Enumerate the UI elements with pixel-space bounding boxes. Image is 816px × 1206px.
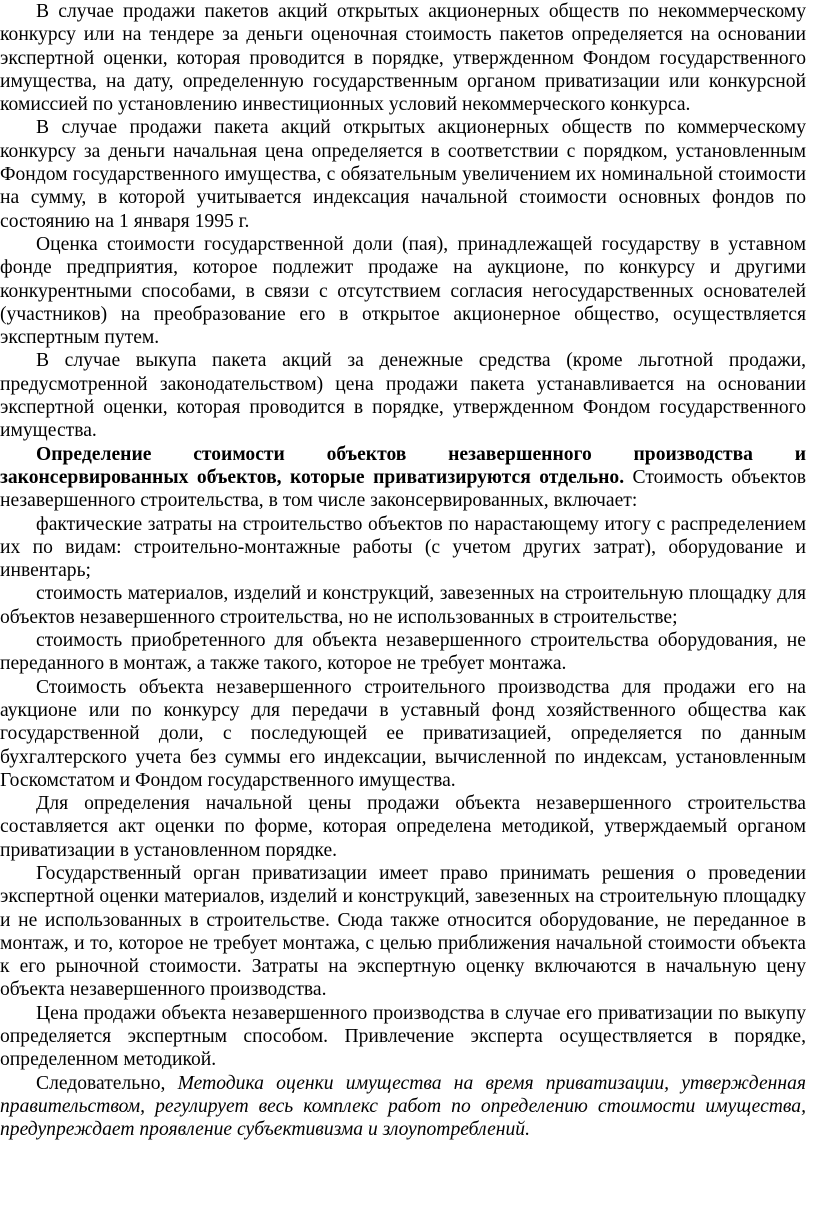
paragraph-expert-assessment-right: Государственный орган приватизации имеет право принимать решения о проведении экспертной оценки материалов, изделий и конструкций, завезенных на строительную площадку и не использованных в строительстве. Сюда также относится оборудование, не переданное в монтаж, и то, которое не требует монтажа, с целью приближения начальной стоимости объекта к его рыночной стоимости. Затраты на экспертную оценку включаются в начальную цену объекта незавершенного производства. <box>0 862 806 1001</box>
paragraph-state-share-valuation: Оценка стоимости государственной доли (пая), принадлежащей государству в уставном фонде предприятия, которое подлежит продаже на аукционе, по конкурсу и другими конкурентными способами, в связи с отсутствием согласия негосударственных основателей (участников) на преобразование его в открытое акционерное общество, осуществляется экспертным путем. <box>0 233 806 349</box>
paragraph-conclusion <box>0 1072 806 1142</box>
paragraph-buyout: В случае выкупа пакета акций за денежные средства (кроме льготной продажи, предусмотренной законодательством) цена продажи пакета устанавливается на основании экспертной оценки, которая проводится в порядке, утвержденном Фондом государственного имущества. <box>0 350 806 442</box>
conclusion-italic: Методика оценки имущества на время приватизации, утвержденная правительством, регулирует весь комплекс работ по определению стоимости имущества, предупреждает проявление субъективизма и злоупотреблений. <box>0 1072 806 1141</box>
list-item-materials: стоимость материалов, изделий и конструкций, завезенных на строительную площадку для объектов незавершенного строительства, но не использованных в строительстве; <box>0 583 806 628</box>
paragraph-commercial-tender: В случае продажи пакета акций открытых акционерных обществ по коммерческому конкурсу за деньги начальная цена определяется в соответствии с порядком, установленным Фондом государственного имущества, с обязательным увеличением их номинальной стоимости на сумму, в которой учитывается индексация начальной стоимости основных фондов по состоянию на 1 января 1995 г. <box>0 117 806 232</box>
paragraph-unfinished-objects <box>0 443 806 513</box>
paragraph-valuation-act: Для определения начальной цены продажи объекта незавершенного строительства составляется акт оценки по форме, которая определена методикой, утверждаемый органом приватизации в установленном порядке. <box>0 793 806 861</box>
list-item-actual-costs: фактические затраты на строительство объектов по нарастающему итогу с распределением их по видам: строительно-монтажные работы (с учетом других затрат), оборудование и инвентарь; <box>0 513 806 582</box>
paragraph-buyout-price: Цена продажи объекта незавершенного производства в случае его приватизации по выкупу определяется экспертным способом. Привлечение эксперта осуществляется в порядке, определенном методикой. <box>0 1002 806 1071</box>
paragraph-tender-sale: В случае продажи пакетов акций открытых акционерных обществ по некоммерческому конкурсу или на тендере за деньги оценочная стоимость пакетов определяется на основании экспертной оценки, которая проводится в порядке, утвержденном Фондом государственного имущества, на дату, определенную государственным органом приватизации или конкурсной комиссией по установлению инвестиционных условий некоммерческого конкурса. <box>0 1 806 116</box>
section-intro: Стоимость объектов незавершенного строительства, в том числе законсервированных, включает: <box>0 466 806 512</box>
conclusion-lead: Следовательно, <box>36 1072 178 1094</box>
section-heading: Определение стоимости объектов незавершенного производства и законсервированных объектов, которые приватизируются отдельно. <box>0 443 806 488</box>
paragraph-auction-valuation: Стоимость объекта незавершенного строительного производства для продажи его на аукционе или по конкурсу для передачи в уставный фонд хозяйственного общества как государственной доли, с последующей ее приватизацией, определяется по данным бухгалтерского учета без суммы его индексации, вычисленной по индексам, установленным Госкомстатом и Фондом государственного имущества. <box>0 676 806 791</box>
list-item-equipment: стоимость приобретенного для объекта незавершенного строительства оборудования, не переданного в монтаж, а также такого, которое не требует монтажа. <box>0 630 806 675</box>
